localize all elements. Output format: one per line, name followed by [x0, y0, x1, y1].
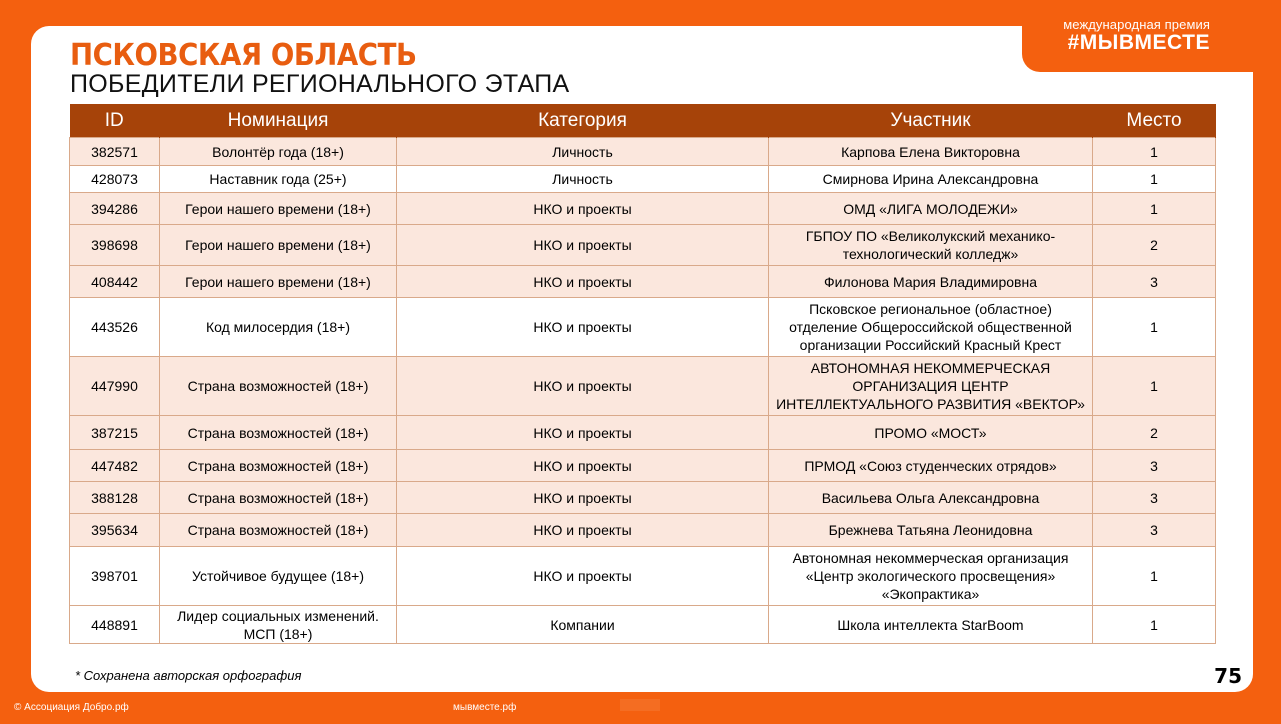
cell-nomination: Страна возможностей (18+) [160, 482, 397, 514]
cell-category: НКО и проекты [397, 450, 769, 482]
cell-id: 447990 [70, 357, 160, 416]
footer-accent-bar [620, 699, 660, 711]
cell-id: 388128 [70, 482, 160, 514]
brand-hashtag: #МЫВМЕСТЕ [1067, 31, 1210, 54]
table-row [70, 166, 1216, 193]
cell-participant: Васильева Ольга Александровна [769, 482, 1093, 514]
cell-id: 395634 [70, 514, 160, 547]
table-row [70, 547, 1216, 606]
cell-category: НКО и проекты [397, 547, 769, 606]
cell-category: НКО и проекты [397, 357, 769, 416]
page-number: 75 [1214, 664, 1242, 688]
cell-participant: ПРОМО «МОСТ» [769, 416, 1093, 450]
cell-category: Личность [397, 166, 769, 193]
cell-nomination: Устойчивое будущее (18+) [160, 547, 397, 606]
cell-participant: ПРМОД «Союз студенческих отрядов» [769, 450, 1093, 482]
header-id: ID [70, 104, 160, 138]
cell-place: 1 [1093, 138, 1216, 166]
cell-participant: Карпова Елена Викторовна [769, 138, 1093, 166]
cell-nomination: Герои нашего времени (18+) [160, 225, 397, 266]
table-row [70, 482, 1216, 514]
header-place: Место [1093, 104, 1216, 138]
cell-category: Личность [397, 138, 769, 166]
cell-nomination: Герои нашего времени (18+) [160, 193, 397, 225]
cell-nomination: Страна возможностей (18+) [160, 514, 397, 547]
cell-participant: Филонова Мария Владимировна [769, 266, 1093, 298]
cell-id: 448891 [70, 606, 160, 644]
cell-category: НКО и проекты [397, 298, 769, 357]
cell-participant: АВТОНОМНАЯ НЕКОММЕРЧЕСКАЯ ОРГАНИЗАЦИЯ ЦЕНТР ИНТЕЛЛЕКТУАЛЬНОГО РАЗВИТИЯ «ВЕКТОР» [769, 357, 1093, 416]
cell-place: 3 [1093, 450, 1216, 482]
page-subtitle: ПОБЕДИТЕЛИ РЕГИОНАЛЬНОГО ЭТАПА [70, 70, 570, 98]
cell-participant: Псковское региональное (областное) отделение Общероссийской общественной организации Российский Красный Крест [769, 298, 1093, 357]
table-row [70, 225, 1216, 266]
cell-place: 2 [1093, 416, 1216, 450]
cell-place: 3 [1093, 266, 1216, 298]
winners-table [69, 104, 1216, 644]
table-row [70, 606, 1216, 644]
table-row [70, 138, 1216, 166]
region-title: ПСКОВСКАЯ ОБЛАСТЬ [70, 38, 417, 73]
cell-category: НКО и проекты [397, 193, 769, 225]
cell-participant: Брежнева Татьяна Леонидовна [769, 514, 1093, 547]
table-row [70, 266, 1216, 298]
cell-nomination: Наставник года (25+) [160, 166, 397, 193]
cell-category: НКО и проекты [397, 482, 769, 514]
table-header-row [70, 104, 1216, 138]
cell-place: 1 [1093, 547, 1216, 606]
cell-place: 1 [1093, 298, 1216, 357]
cell-id: 408442 [70, 266, 160, 298]
cell-nomination: Герои нашего времени (18+) [160, 266, 397, 298]
cell-nomination: Страна возможностей (18+) [160, 357, 397, 416]
cell-participant: ОМД «ЛИГА МОЛОДЕЖИ» [769, 193, 1093, 225]
brand-subtitle: международная премия [1063, 17, 1210, 32]
cell-participant: Смирнова Ирина Александровна [769, 166, 1093, 193]
cell-place: 1 [1093, 357, 1216, 416]
cell-nomination: Страна возможностей (18+) [160, 450, 397, 482]
table-row [70, 357, 1216, 416]
table-row [70, 298, 1216, 357]
footer-site: мывместе.рф [453, 702, 517, 713]
cell-id: 447482 [70, 450, 160, 482]
cell-id: 398701 [70, 547, 160, 606]
header-nomination: Номинация [160, 104, 397, 138]
footer-copyright: © Ассоциация Добро.рф [14, 702, 129, 713]
footnote: * Сохранена авторская орфография [75, 668, 302, 683]
cell-id: 443526 [70, 298, 160, 357]
cell-place: 1 [1093, 606, 1216, 644]
header-category: Категория [397, 104, 769, 138]
cell-id: 394286 [70, 193, 160, 225]
cell-nomination: Лидер социальных изменений. МСП (18+) [160, 606, 397, 644]
cell-participant: Автономная некоммерческая организация «Центр экологического просвещения» «Экопрактика» [769, 547, 1093, 606]
table-row [70, 514, 1216, 547]
cell-participant: Школа интеллекта StarBoom [769, 606, 1093, 644]
table-row [70, 450, 1216, 482]
cell-category: Компании [397, 606, 769, 644]
cell-id: 382571 [70, 138, 160, 166]
cell-place: 3 [1093, 482, 1216, 514]
cell-place: 1 [1093, 193, 1216, 225]
cell-place: 1 [1093, 166, 1216, 193]
header-participant: Участник [769, 104, 1093, 138]
cell-place: 3 [1093, 514, 1216, 547]
cell-nomination: Код милосердия (18+) [160, 298, 397, 357]
cell-place: 2 [1093, 225, 1216, 266]
cell-id: 428073 [70, 166, 160, 193]
cell-participant: ГБПОУ ПО «Великолукский механико-технологический колледж» [769, 225, 1093, 266]
table-row [70, 193, 1216, 225]
cell-category: НКО и проекты [397, 266, 769, 298]
cell-category: НКО и проекты [397, 225, 769, 266]
cell-nomination: Волонтёр года (18+) [160, 138, 397, 166]
cell-category: НКО и проекты [397, 514, 769, 547]
cell-id: 387215 [70, 416, 160, 450]
table-row [70, 416, 1216, 450]
cell-category: НКО и проекты [397, 416, 769, 450]
cell-id: 398698 [70, 225, 160, 266]
cell-nomination: Страна возможностей (18+) [160, 416, 397, 450]
